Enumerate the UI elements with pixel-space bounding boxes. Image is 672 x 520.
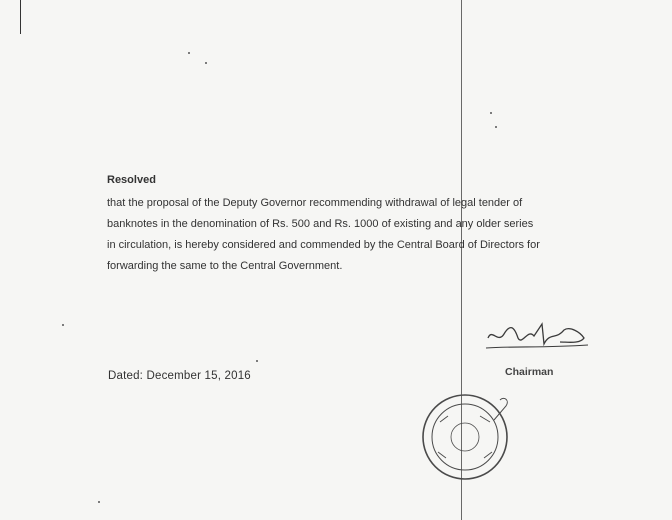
chairman-signature <box>484 318 592 356</box>
scan-speck <box>188 52 190 54</box>
scan-speck <box>98 501 100 503</box>
resolution-body: that the proposal of the Deputy Governor recommending withdrawal of legal tender of banknotes in the denomination of Rs. 500 and Rs. 1000 of existing and any older series in circulation, is hereby considered and commended by the Central Board of Directors for forwarding the same to the Central Government. <box>107 197 540 272</box>
scan-speck <box>205 62 207 64</box>
dated-line: Dated: December 15, 2016 <box>108 370 251 382</box>
official-seal <box>420 392 510 482</box>
scan-speck <box>495 126 497 128</box>
scan-speck <box>490 112 492 114</box>
signatory-title: Chairman <box>505 366 554 378</box>
edge-mark <box>20 0 21 34</box>
scan-speck <box>256 360 258 362</box>
resolution-heading: Resolved <box>107 174 156 186</box>
scan-speck <box>62 324 64 326</box>
